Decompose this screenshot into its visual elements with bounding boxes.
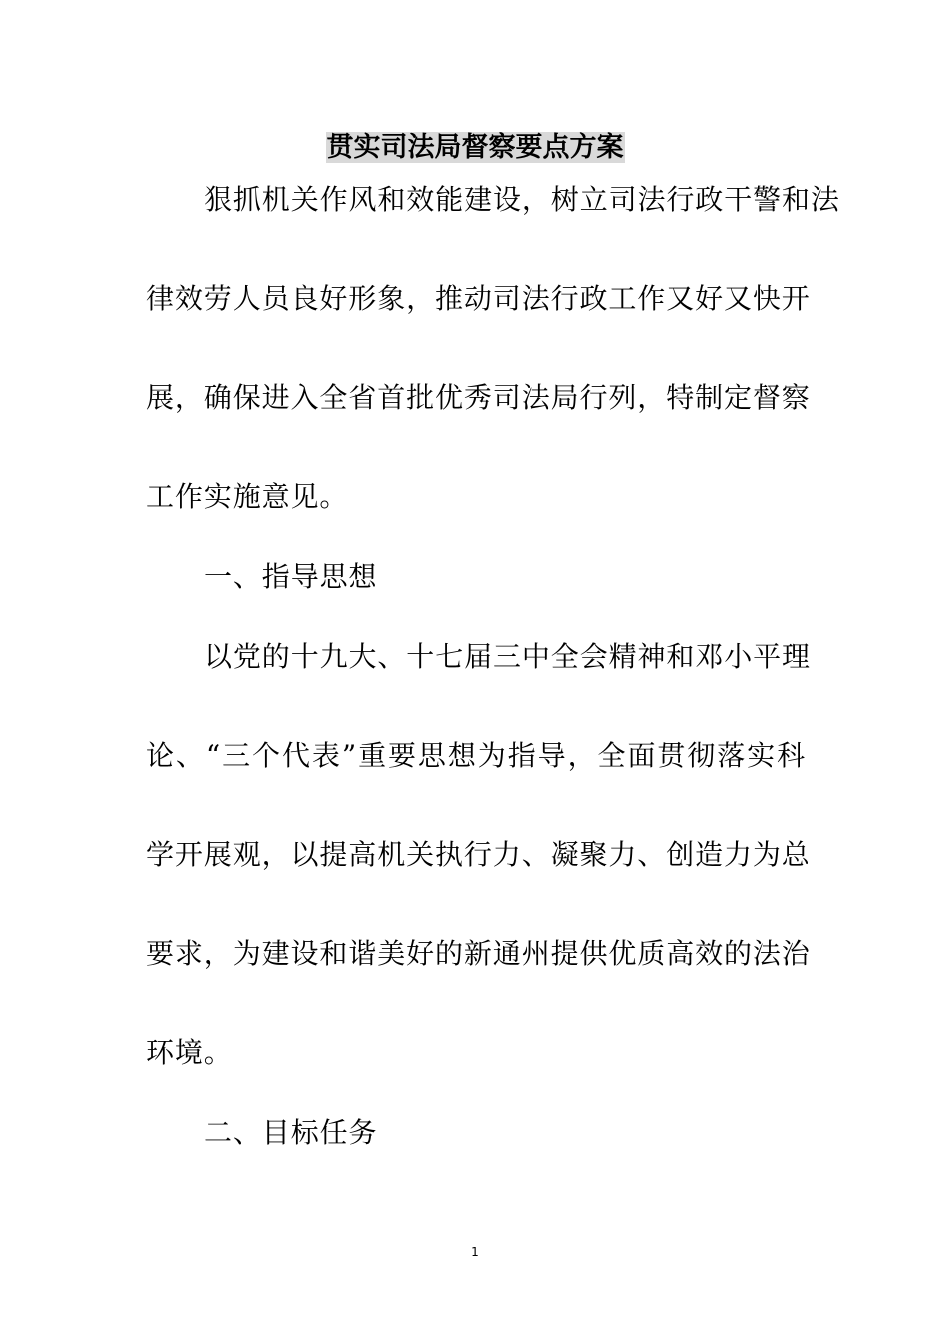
- document-title-text: 贯实司法局督察要点方案: [326, 132, 624, 163]
- section-heading: 一、指导思想: [204, 560, 378, 593]
- document-title: [0, 128, 950, 168]
- paragraph-line: 以党的十九大、十七届三中全会精神和邓小平理: [204, 640, 811, 673]
- paragraph-line: 展，确保进入全省首批优秀司法局行列，特制定督察: [146, 381, 811, 414]
- paragraph-line: 要求，为建设和谐美好的新通州提供优质高效的法治: [146, 937, 811, 970]
- section-heading: 二、目标任务: [204, 1116, 378, 1149]
- paragraph-line: 律效劳人员良好形象，推动司法行政工作又好又快开: [146, 282, 811, 315]
- paragraph-line: 环境。: [146, 1036, 233, 1069]
- paragraph-line: 工作实施意见。: [146, 480, 349, 513]
- paragraph-line: 论、“三个代表”重要思想为指导，全面贯彻落实科: [146, 739, 806, 772]
- page-number: 1: [471, 1245, 479, 1259]
- paragraph-line: 学开展观，以提高机关执行力、凝聚力、创造力为总: [146, 838, 811, 871]
- paragraph-line: 狠抓机关作风和效能建设，树立司法行政干警和法: [204, 183, 840, 216]
